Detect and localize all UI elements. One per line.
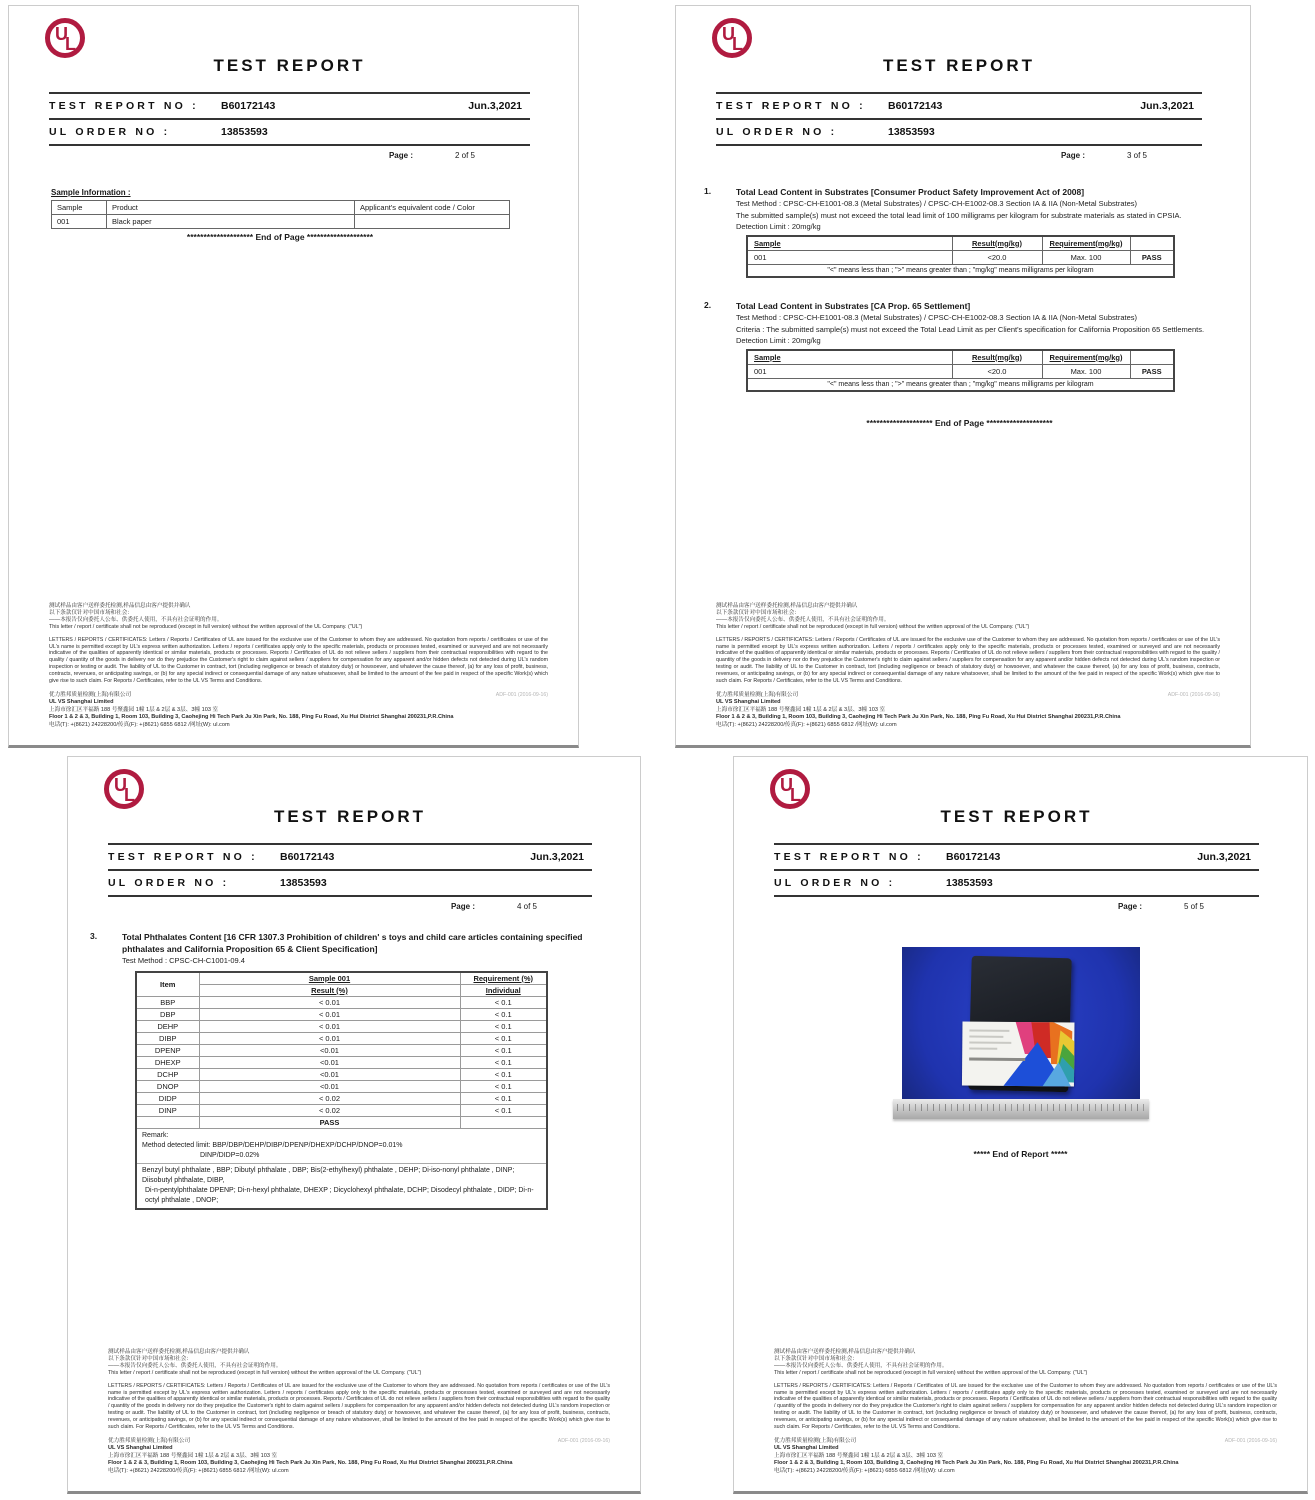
label-title-line: [969, 1058, 1025, 1061]
cell-result: < 0.01: [199, 1032, 460, 1044]
phthalates-table: [135, 971, 548, 1210]
cell-item: DPENP: [136, 1044, 199, 1056]
footer-en-line: This letter / report / certificate shall not be reproduced (except in full version) without the written approval of the UL Company. ("UL"): [774, 1369, 1088, 1376]
section-body: [122, 931, 598, 967]
page-number: 2 of 5: [454, 151, 475, 160]
table-note: "<" means less than ; ">" means greater than ; "mg/kg" means milligrams per kilogram: [747, 378, 1174, 391]
report-header: [774, 757, 1259, 915]
cell-requirement: < 0.1: [460, 1032, 547, 1044]
remark-method-limit-2: DINP/DIDP=0.02%: [200, 1151, 260, 1159]
report-header: [108, 757, 592, 915]
cell-result: < 0.01: [199, 1008, 460, 1020]
report-page-2: [8, 5, 579, 748]
page-label: Page :: [1117, 902, 1142, 911]
footer-cn-line: 测试样品由客户送样委托检测,样品信息由客户提供并确认: [108, 1348, 250, 1355]
cell-result: <0.01: [199, 1044, 460, 1056]
footer-doc-code: ADF-001 (2016-09-16): [495, 691, 548, 698]
col-requirement: Requirement (%): [460, 972, 547, 985]
report-no-row: [108, 845, 592, 869]
cell-requirement: < 0.1: [460, 1080, 547, 1092]
cell-item: DNOP: [136, 1080, 199, 1092]
ul-logo-letter-u: U: [722, 24, 735, 44]
company-name-cn: 优力胜邦质量检测(上海)有限公司: [716, 691, 799, 698]
cell-requirement: < 0.1: [460, 1008, 547, 1020]
page-label: Page :: [388, 151, 413, 160]
cell-requirement: < 0.1: [460, 1044, 547, 1056]
table-note: "<" means less than ; ">" means greater than ; "mg/kg" means milligrams per kilogram: [747, 264, 1174, 277]
report-no-value: B60172143: [221, 100, 276, 112]
page-number-row: [49, 146, 530, 164]
ul-logo-letter-l: L: [65, 34, 76, 54]
table-header-row: [747, 236, 1174, 251]
cell-empty: [136, 1116, 199, 1128]
section-lead-cpsia: [676, 186, 1250, 233]
report-date: Jun.3,2021: [1197, 851, 1251, 863]
company-address-en: Floor 1 & 2 & 3, Building 1, Room 103, Building 3, Caohejing Hi Tech Park Ju Xin Park, No. 188, Ping Fu Road, Xu Hui District Shanghai 200231,P.R.China: [49, 714, 454, 721]
cell-empty: [460, 1116, 547, 1128]
label-text-line: [969, 1036, 1003, 1038]
col-verdict: [1130, 236, 1174, 251]
table-row: [52, 215, 510, 229]
page-label: Page :: [450, 902, 475, 911]
order-no-label: UL ORDER NO :: [716, 126, 838, 138]
report-no-label: TEST REPORT NO :: [108, 851, 258, 863]
col-sample: Sample: [52, 201, 107, 215]
page-label: Page :: [1060, 151, 1085, 160]
cell-item: DCHP: [136, 1068, 199, 1080]
footer-cn-line: 以下条款仅针对中国市场和社会：: [49, 609, 133, 616]
page-number-row: [716, 146, 1202, 164]
order-no-label: UL ORDER NO :: [49, 126, 171, 138]
criteria-line: Criteria : The submitted sample(s) must not exceed the Total Lead Limit as per Client's specification for California Proposition 65 Settlements.: [736, 324, 1205, 334]
col-result: Result(mg/kg): [952, 350, 1042, 365]
report-date: Jun.3,2021: [468, 100, 522, 112]
footer-cn-line: ——本报告仅向委托人公布、供委托人使用，不具有社会证明的作用。: [49, 616, 223, 623]
order-no-row: [108, 871, 592, 895]
page-footer: [108, 1349, 610, 1475]
company-address-cn: 上海市徐汇区平福路 188 号聚鑫园 1幢 1层 & 2层 & 3层、3幢 103 室: [108, 1452, 278, 1459]
cell-item: DIBP: [136, 1032, 199, 1044]
table-header-row: [52, 201, 510, 215]
report-title: TEST REPORT: [273, 807, 426, 826]
ul-logo-letter-l: L: [732, 34, 743, 54]
criteria-line: The submitted sample(s) must not exceed the total lead limit of 100 milligrams per kilogram for substrate materials as stated in CPSIA.: [736, 210, 1182, 220]
report-header: [716, 6, 1202, 164]
ruler-tick-marks: [897, 1104, 1145, 1111]
table-header-row: [747, 350, 1174, 365]
test-method-line: Test Method : CPSC-CH-C1001-09.4: [122, 956, 245, 965]
label-text-lines: [969, 1030, 1015, 1054]
col-sample-001: Sample 001: [199, 972, 460, 985]
footer-legal-text: LETTERS / REPORTS / CERTIFICATES: Letters / Reports / Certificates of UL are issued for the exclusive use of the Customer to whom they are addressed. No quotation from reports / certificates or use of the UL's name is permitted except by UL's express written authorization. Letters / reports / certificates apply only to the specific materials, products or processes tested, examined or surveyed and are not necessarily indicative of the qualities of apparently identical or similar materials, products or processes. Reports / Certificates of UL do not relieve sellers / suppliers from their contractual responsibilities with regard to the quality / quantity of the goods in delivery nor do they prejudice the Customer's right to claim against sellers / suppliers for compensation for any apparent and/or hidden defects not detected during UL's random inspection or testing or audit. The liability of UL to the Customer in contract, tort (including negligence or breach of statutory duty) or howsoever, and whatever the cause thereof, (a) for any loss of profit, business, contracts, revenues, or anticipating savings, or (b) for any special indirect or consequential damage of any nature whatsoever, shall be limited to the amount of the fee paid in respect of the specific Work(s) which give rise to such claim. For Reports / Certificates, refer to the UL VS Terms and Conditions.: [108, 1382, 610, 1431]
cell-requirement: < 0.1: [460, 1104, 547, 1116]
footer-doc-code: ADF-001 (2016-09-16): [1167, 691, 1220, 698]
table-row: [136, 1068, 547, 1080]
cell-result: <0.01: [199, 1068, 460, 1080]
report-no-row: [716, 94, 1202, 118]
order-no-row: [716, 120, 1202, 144]
section-title-line2: phthalates and California Proposition 65 & Client Specification]: [122, 944, 378, 954]
footer-doc-code: ADF-001 (2016-09-16): [1224, 1437, 1277, 1444]
cell-item: DINP: [136, 1104, 199, 1116]
cell-result: <0.01: [199, 1080, 460, 1092]
cell-result: < 0.02: [199, 1104, 460, 1116]
table-verdict-row: [136, 1116, 547, 1128]
table-row: [136, 1056, 547, 1068]
cell-requirement: Max. 100: [1042, 250, 1130, 264]
cell-product: Black paper: [107, 215, 355, 229]
cell-verdict: PASS: [1130, 364, 1174, 378]
table-note-row: [747, 378, 1174, 391]
company-address-cn: 上海市徐汇区平福路 188 号聚鑫园 1幢 1层 & 2层 & 3层、3幢 103 室: [774, 1452, 944, 1459]
company-address-en: Floor 1 & 2 & 3, Building 1, Room 103, Building 3, Caohejing Hi Tech Park Ju Xin Park, No. 188, Ping Fu Road, Xu Hui District Shanghai 200231,P.R.China: [108, 1460, 513, 1467]
end-of-page-marker: ******************** End of Page ********************: [186, 232, 374, 242]
divider: [137, 1163, 546, 1164]
sample-photo: [902, 947, 1140, 1119]
order-no-row: [49, 120, 530, 144]
footer-cn-line: ——本报告仅向委托人公布、供委托人使用，不具有社会证明的作用。: [716, 616, 890, 623]
company-name-en: UL VS Shanghai Limited: [49, 699, 114, 706]
footer-company-block: [108, 1438, 610, 1475]
cell-requirement: < 0.1: [460, 1020, 547, 1032]
footer-company-block: [774, 1438, 1277, 1475]
ul-logo-letter-l: L: [790, 785, 801, 805]
remark-method-limit: Method detected limit: BBP/DBP/DEHP/DIBP/DPENP/DHEXP/DCHP/DNOP=0.01%: [142, 1141, 403, 1149]
section-lead-caprop65: [676, 300, 1250, 347]
company-contact: 电话(T): +(8621) 24228200/传真(F): +(8621) 6855 6812 /网址(W): ul.com: [49, 721, 230, 728]
report-date: Jun.3,2021: [1140, 100, 1194, 112]
order-no-label: UL ORDER NO :: [774, 877, 896, 889]
company-address-cn: 上海市徐汇区平福路 188 号聚鑫园 1幢 1层 & 2层 & 3层、3幢 103 室: [49, 706, 219, 713]
detection-limit-line: Detection Limit : 20mg/kg: [736, 222, 821, 231]
footer-cn-line: 以下条款仅针对中国市场和社会：: [774, 1355, 858, 1362]
order-no-value: 13853593: [946, 877, 993, 889]
footer-cn-line: 测试样品由客户送样委托检测,样品信息由客户提供并确认: [774, 1348, 916, 1355]
cell-result: < 0.01: [199, 1020, 460, 1032]
black-paper-pack: [968, 956, 1071, 1093]
footer-legal-text: LETTERS / REPORTS / CERTIFICATES: Letters / Reports / Certificates of UL are issued for the exclusive use of the Customer to whom they are addressed. No quotation from reports / certificates or use of the UL's name is permitted except by UL's express written authorization. Letters / reports / certificates apply only to the specific materials, products or processes tested, examined or surveyed and are not necessarily indicative of the qualities of apparently identical or similar materials, products or processes. Reports / Certificates of UL do not relieve sellers / suppliers from their contractual responsibilities with regard to the quality / quantity of the goods in delivery nor do they prejudice the Customer's right to claim against sellers / suppliers for compensation for any apparent and/or hidden defects not detected during UL's random inspection or testing or audit. The liability of UL to the Customer in contract, tort (including negligence or breach of statutory duty) or howsoever, and whatever the cause thereof, (a) for any loss of profit, business, contracts, revenues, or anticipating savings, or (b) for any special indirect or consequential damage of any nature whatsoever, shall be limited to the amount of the fee paid in respect of the specific Work(s) which give rise to such claim. For Reports / Certificates, refer to the UL VS Terms and Conditions.: [49, 636, 548, 685]
table-row: [136, 1020, 547, 1032]
table-note-row: [747, 264, 1174, 277]
cell-result: <20.0: [952, 364, 1042, 378]
report-no-row: [774, 845, 1259, 869]
cell-item: BBP: [136, 996, 199, 1008]
table-row: [747, 250, 1174, 264]
footer-legal-text: LETTERS / REPORTS / CERTIFICATES: Letters / Reports / Certificates of UL are issued for the exclusive use of the Customer to whom they are addressed. No quotation from reports / certificates or use of the UL's name is permitted except by UL's express written authorization. Letters / reports / certificates apply only to the specific materials, products or processes tested, examined or surveyed and are not necessarily indicative of the qualities of apparently identical or similar materials, products or processes. Reports / Certificates of UL do not relieve sellers / suppliers from their contractual responsibilities with regard to the quality / quantity of the goods in delivery nor do they prejudice the Customer's right to claim against sellers / suppliers for compensation for any apparent and/or hidden defects not detected during UL's random inspection or testing or audit. The liability of UL to the Customer in contract, tort (including negligence or breach of statutory duty) or howsoever, and whatever the cause thereof, (a) for any loss of profit, business, contracts, revenues, or anticipating savings, or (b) for any special indirect or consequential damage of any nature whatsoever, shall be limited to the amount of the fee paid in respect of the specific Work(s) which give rise to such claim. For Reports / Certificates, refer to the UL VS Terms and Conditions.: [774, 1382, 1277, 1431]
cell-result: <20.0: [952, 250, 1042, 264]
table-row: [136, 1104, 547, 1116]
report-title: TEST REPORT: [882, 56, 1035, 75]
section-number: 1.: [704, 186, 712, 196]
report-no-label: TEST REPORT NO :: [774, 851, 924, 863]
cell-requirement: Max. 100: [1042, 364, 1130, 378]
footer-company-block: [49, 692, 548, 729]
table-remark-row: [136, 1128, 547, 1209]
label-text-line: [969, 1048, 997, 1050]
footer-cn-line: ——本报告仅向委托人公布、供委托人使用，不具有社会证明的作用。: [774, 1362, 948, 1369]
table-row: [136, 1032, 547, 1044]
col-item: Item: [136, 972, 199, 997]
pack-label: [961, 1021, 1074, 1086]
col-sample: Sample: [747, 236, 952, 251]
table-header-row: [136, 972, 547, 985]
page-footer: [774, 1349, 1277, 1475]
report-no-value: B60172143: [888, 100, 943, 112]
report-page-5: [733, 756, 1308, 1494]
ul-logo-icon: [104, 769, 144, 809]
report-header: [49, 6, 530, 164]
footer-cn-line: 测试样品由客户送样委托检测,样品信息由客户提供并确认: [49, 602, 191, 609]
col-applicant-code: Applicant's equivalent code / Color: [355, 201, 510, 215]
report-date: Jun.3,2021: [530, 851, 584, 863]
ul-logo-letter-u: U: [114, 775, 127, 795]
company-address-en: Floor 1 & 2 & 3, Building 1, Room 103, Building 3, Caohejing Hi Tech Park Ju Xin Park, No. 188, Ping Fu Road, Xu Hui District Shanghai 200231,P.R.China: [716, 714, 1121, 721]
page-number: 4 of 5: [516, 902, 537, 911]
cell-item: DIDP: [136, 1092, 199, 1104]
company-name-en: UL VS Shanghai Limited: [108, 1445, 173, 1452]
page-number-row: [774, 897, 1259, 915]
company-contact: 电话(T): +(8621) 24228200/传真(F): +(8621) 6855 6812 /网址(W): ul.com: [716, 721, 897, 728]
cell-result: < 0.01: [199, 996, 460, 1008]
ul-logo-letter-u: U: [780, 775, 793, 795]
cell-result: <0.01: [199, 1056, 460, 1068]
report-page-4: [67, 756, 641, 1494]
footer-en-line: This letter / report / certificate shall not be reproduced (except in full version) without the written approval of the UL Company. ("UL"): [49, 623, 363, 630]
remark-block: [136, 1128, 547, 1209]
report-no-value: B60172143: [946, 851, 1001, 863]
section-number: 2.: [704, 300, 712, 310]
footer-en-line: This letter / report / certificate shall not be reproduced (except in full version) without the written approval of the UL Company. ("UL"): [716, 623, 1030, 630]
cell-sample-id: 001: [747, 364, 952, 378]
sample-information-table: [51, 200, 510, 229]
label-text-line: [969, 1042, 1011, 1044]
footer-legal-text: LETTERS / REPORTS / CERTIFICATES: Letters / Reports / Certificates of UL are issued for the exclusive use of the Customer to whom they are addressed. No quotation from reports / certificates or use of the UL's name is permitted except by UL's express written authorization. Letters / reports / certificates apply only to the specific materials, products or processes tested, examined or surveyed and are not necessarily indicative of the qualities of apparently identical or similar materials, products or processes. Reports / Certificates of UL do not relieve sellers / suppliers from their contractual responsibilities with regard to the quality / quantity of the goods in delivery nor do they prejudice the Customer's right to claim against sellers / suppliers for compensation for any apparent and/or hidden defects not detected during UL's random inspection or testing or audit. The liability of UL to the Customer in contract, tort (including negligence or breach of statutory duty) or howsoever, and whatever the cause thereof, (a) for any loss of profit, business, contracts, revenues, or anticipating savings, or (b) for any special indirect or consequential damage of any nature whatsoever, shall be limited to the amount of the fee paid in respect of the specific Work(s) which give rise to such claim. For Reports / Certificates, refer to the UL VS Terms and Conditions.: [716, 636, 1220, 685]
test-method-line: Test Method : CPSC-CH-E1001-08.3 (Metal Substrates) / CPSC-CH-E1002-08.3 Section IA & IIA (Non-Metal Substrates): [736, 199, 1137, 208]
section-title: Total Lead Content in Substrates [CA Prop. 65 Settlement]: [736, 301, 971, 311]
footer-doc-code: ADF-001 (2016-09-16): [557, 1437, 610, 1444]
page-number: 5 of 5: [1183, 902, 1204, 911]
lead-result-table: [746, 349, 1175, 393]
table-row: [136, 1080, 547, 1092]
cell-requirement: < 0.1: [460, 996, 547, 1008]
cell-requirement: < 0.1: [460, 1068, 547, 1080]
ul-logo-icon: [45, 18, 85, 58]
section-title-line1: Total Phthalates Content [16 CFR 1307.3 Prohibition of children' s toys and child care articles containing specified: [122, 932, 583, 942]
table-row: [747, 364, 1174, 378]
report-no-row: [49, 94, 530, 118]
company-name-cn: 优力胜邦质量检测(上海)有限公司: [774, 1437, 857, 1444]
company-name-en: UL VS Shanghai Limited: [774, 1445, 839, 1452]
col-result: Result(mg/kg): [952, 236, 1042, 251]
footer-cn-line: 以下条款仅针对中国市场和社会：: [108, 1355, 192, 1362]
report-page-3: [675, 5, 1251, 748]
col-requirement: Requirement(mg/kg): [1042, 236, 1130, 251]
col-sample: Sample: [747, 350, 952, 365]
end-of-report-marker: ***** End of Report *****: [973, 1149, 1068, 1159]
table-row: [136, 1008, 547, 1020]
section-number: 3.: [90, 931, 98, 941]
table-row: [136, 1092, 547, 1104]
report-no-label: TEST REPORT NO :: [716, 100, 866, 112]
report-title: TEST REPORT: [940, 807, 1093, 826]
detection-limit-line: Detection Limit : 20mg/kg: [736, 336, 821, 345]
company-name-en: UL VS Shanghai Limited: [716, 699, 781, 706]
page-footer: [49, 603, 548, 729]
company-contact: 电话(T): +(8621) 24228200/传真(F): +(8621) 6855 6812 /网址(W): ul.com: [108, 1467, 289, 1474]
report-no-label: TEST REPORT NO :: [49, 100, 199, 112]
ul-logo-icon: [712, 18, 752, 58]
cell-item: DHEXP: [136, 1056, 199, 1068]
order-no-row: [774, 871, 1259, 895]
footer-en-line: This letter / report / certificate shall not be reproduced (except in full version) without the written approval of the UL Company. ("UL"): [108, 1369, 422, 1376]
col-requirement: Requirement(mg/kg): [1042, 350, 1130, 365]
cell-item: DBP: [136, 1008, 199, 1020]
cell-verdict: PASS: [1130, 250, 1174, 264]
ul-logo-letter-u: U: [55, 24, 68, 44]
footer-cn-line: ——本报告仅向委托人公布、供委托人使用，不具有社会证明的作用。: [108, 1362, 282, 1369]
footer-cn-line: 测试样品由客户送样委托检测,样品信息由客户提供并确认: [716, 602, 858, 609]
photo-blue-backdrop: [902, 947, 1140, 1099]
cell-result: < 0.02: [199, 1092, 460, 1104]
section-body: [736, 300, 1208, 347]
cell-sample-id: 001: [747, 250, 952, 264]
ul-logo-letter-l: L: [124, 785, 135, 805]
col-result: Result (%): [199, 984, 460, 996]
abbreviations-line1: Benzyl butyl phthalate , BBP; Dibutyl phthalate , DBP; Bis(2-ethylhexyl) phthalate , DEHP; Di-iso-nonyl phthalate , DINP; Diisobutyl phthalate, DIBP,: [142, 1166, 515, 1184]
test-method-line: Test Method : CPSC-CH-E1001-08.3 (Metal Substrates) / CPSC-CH-E1002-08.3 Section IA & IIA (Non-Metal Substrates): [736, 313, 1137, 322]
company-name-cn: 优力胜邦质量检测(上海)有限公司: [49, 691, 132, 698]
page-footer: [716, 603, 1220, 729]
footer-cn-line: 以下条款仅针对中国市场和社会：: [716, 609, 800, 616]
ruler: [893, 1099, 1149, 1119]
cell-requirement: < 0.1: [460, 1056, 547, 1068]
report-title: TEST REPORT: [213, 56, 366, 75]
section-body: [736, 186, 1208, 233]
cell-code: [355, 215, 510, 229]
ul-logo-icon: [770, 769, 810, 809]
cell-sample-id: 001: [52, 215, 107, 229]
sample-information-section: [51, 188, 509, 229]
lead-result-table: [746, 235, 1175, 279]
col-product: Product: [107, 201, 355, 215]
end-of-page-marker: ******************** End of Page ********************: [866, 418, 1053, 428]
company-address-cn: 上海市徐汇区平福路 188 号聚鑫园 1幢 1层 & 2层 & 3层、3幢 103 室: [716, 706, 886, 713]
table-row: [136, 996, 547, 1008]
cell-item: DEHP: [136, 1020, 199, 1032]
remark-label: Remark:: [142, 1131, 169, 1139]
page-number: 3 of 5: [1126, 151, 1147, 160]
sample-information-heading: Sample Information :: [51, 188, 131, 197]
label-text-line: [969, 1030, 1009, 1032]
section-phthalates: [68, 931, 640, 967]
cell-verdict: PASS: [199, 1116, 460, 1128]
order-no-value: 13853593: [280, 877, 327, 889]
cell-requirement: < 0.1: [460, 1092, 547, 1104]
order-no-value: 13853593: [888, 126, 935, 138]
report-no-value: B60172143: [280, 851, 335, 863]
abbreviations-line2: Di-n-pentylphthalate DPENP; Di-n-hexyl phthalate, DHEXP ; Dicyclohexyl phthalate, DCHP; Disodecyl phthalate , DIDP; Di-n-octyl phthalate , DNOP;: [145, 1186, 534, 1204]
company-name-cn: 优力胜邦质量检测(上海)有限公司: [108, 1437, 191, 1444]
footer-company-block: [716, 692, 1220, 729]
order-no-label: UL ORDER NO :: [108, 877, 230, 889]
section-title: Total Lead Content in Substrates [Consumer Product Safety Improvement Act of 2008]: [736, 187, 1085, 197]
company-address-en: Floor 1 & 2 & 3, Building 1, Room 103, Building 3, Caohejing Hi Tech Park Ju Xin Park, No. 188, Ping Fu Road, Xu Hui District Shanghai 200231,P.R.China: [774, 1460, 1179, 1467]
company-contact: 电话(T): +(8621) 24228200/传真(F): +(8621) 6855 6812 /网址(W): ul.com: [774, 1467, 955, 1474]
col-verdict: [1130, 350, 1174, 365]
col-individual: Individual: [460, 984, 547, 996]
table-row: [136, 1044, 547, 1056]
order-no-value: 13853593: [221, 126, 268, 138]
page-number-row: [108, 897, 592, 915]
